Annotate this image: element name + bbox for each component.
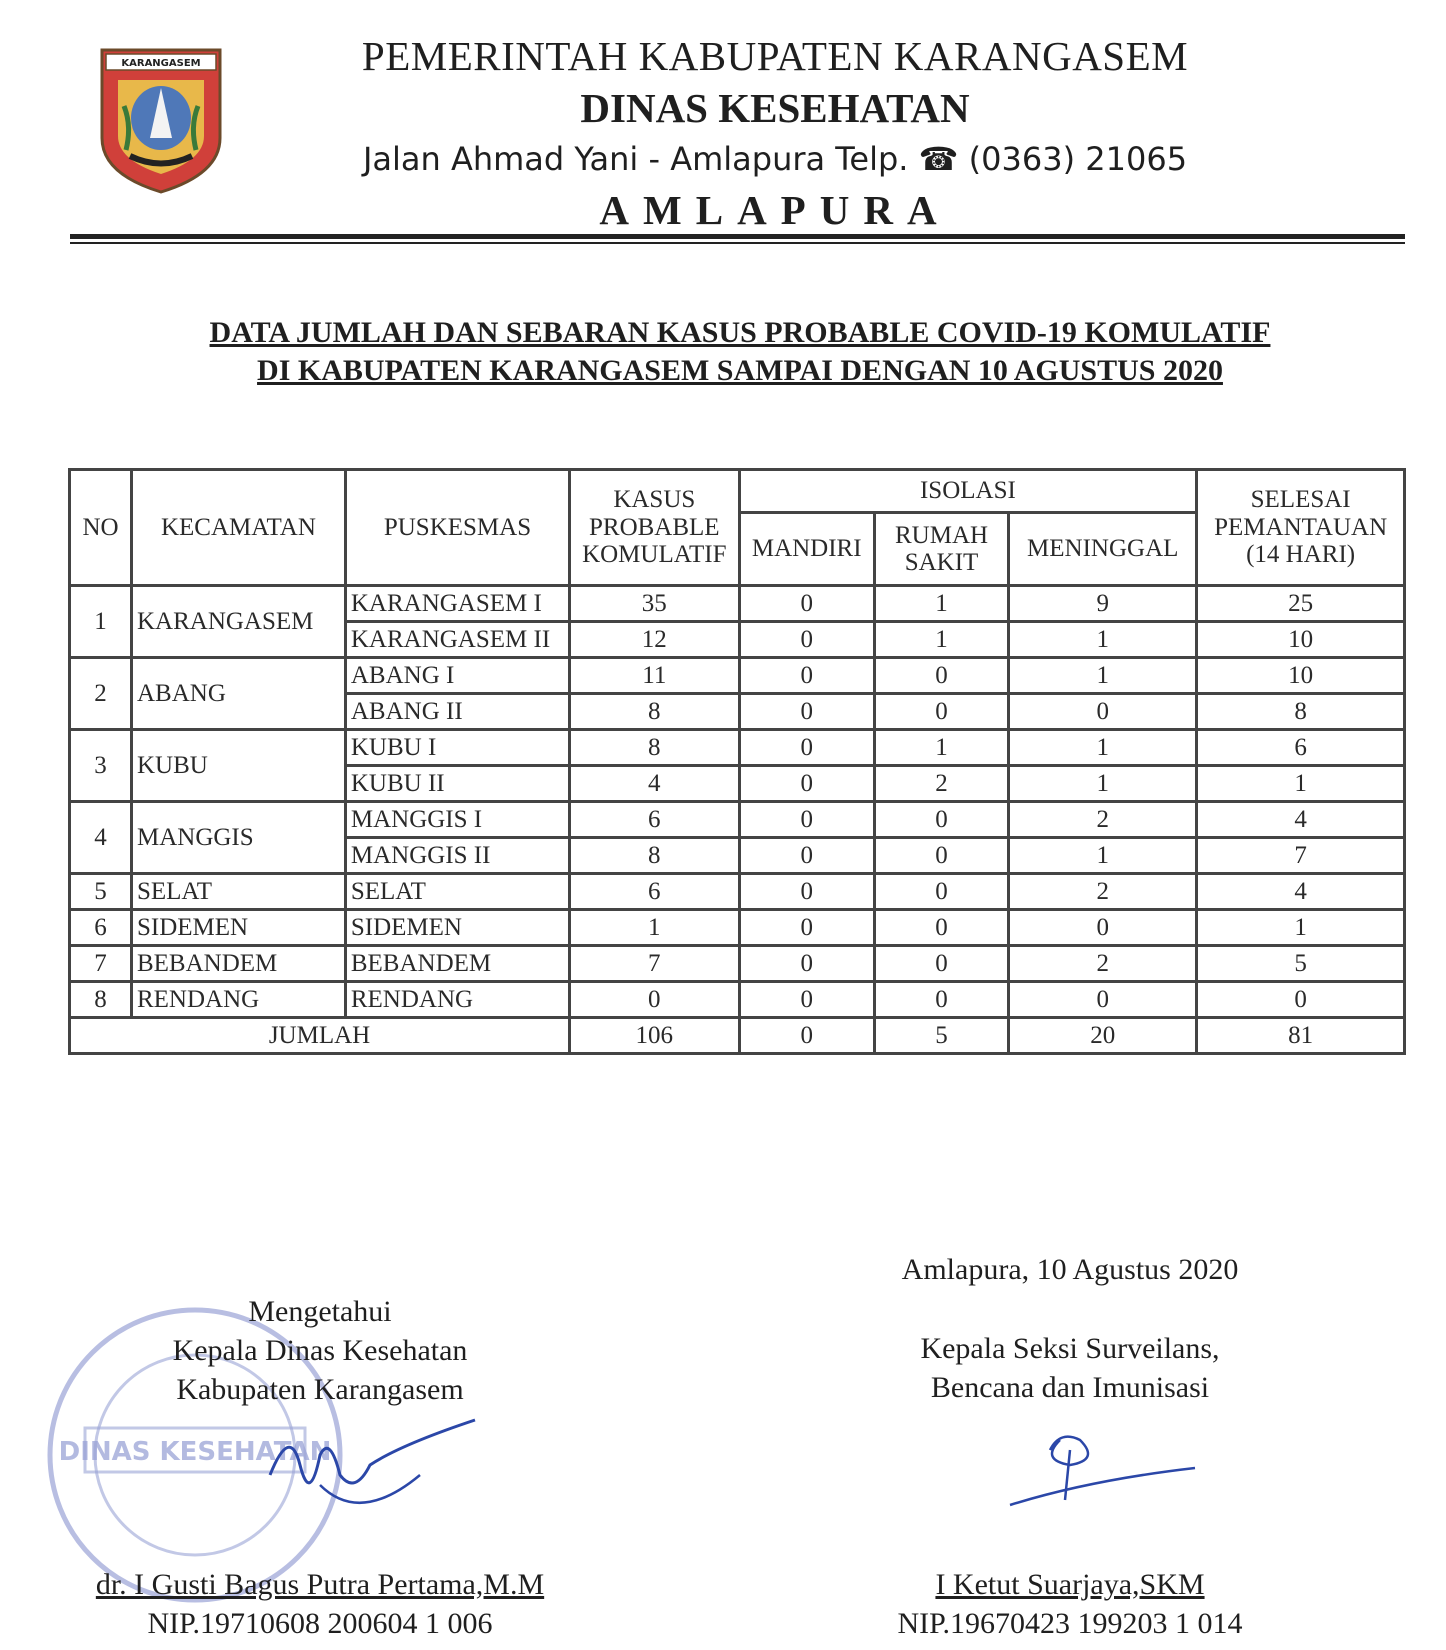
cell-no: 8 [70,982,132,1018]
cell-rumah-sakit: 0 [874,802,1008,838]
table-row [70,874,1405,910]
cell-rumah-sakit: 1 [874,586,1008,622]
government-name: PEMERINTAH KABUPATEN KARANGASEM [361,33,1189,79]
left-sig-nip: NIP.19710608 200604 1 006 [147,1607,493,1640]
total-selesai: 81 [1197,1018,1405,1054]
cell-mandiri: 0 [739,586,874,622]
cell-kasus: 12 [570,622,739,658]
table-row [70,946,1405,982]
cell-mandiri: 0 [739,730,874,766]
cell-kecamatan: SIDEMEN [131,910,345,946]
cell-puskesmas: KARANGASEM II [345,622,569,658]
cell-rumah-sakit: 2 [874,766,1008,802]
cell-puskesmas: KUBU II [345,766,569,802]
cell-selesai: 6 [1197,730,1405,766]
document-title-line2: DI KABUPATEN KARANGASEM SAMPAI DENGAN 10 AGUSTUS 2020 [257,354,1223,387]
cell-kecamatan: KUBU [131,730,345,802]
cell-selesai: 8 [1197,694,1405,730]
cell-meninggal: 9 [1009,586,1197,622]
cell-no: 1 [70,586,132,658]
left-sig-name: dr. I Gusti Bagus Putra Pertama,M.M [95,1568,545,1601]
cell-meninggal: 1 [1009,766,1197,802]
cell-rumah-sakit: 0 [874,658,1008,694]
total-meninggal: 20 [1009,1018,1197,1054]
cell-meninggal: 1 [1009,730,1197,766]
table-row [70,586,1405,622]
cell-rumah-sakit: 0 [874,874,1008,910]
table-row [70,730,1405,766]
cell-mandiri: 0 [739,766,874,802]
cell-mandiri: 0 [739,802,874,838]
cell-selesai: 0 [1197,982,1405,1018]
cell-no: 3 [70,730,132,802]
cell-rumah-sakit: 0 [874,694,1008,730]
cell-mandiri: 0 [739,982,874,1018]
cell-puskesmas: BEBANDEM [345,946,569,982]
table-row [70,658,1405,694]
cell-puskesmas: SIDEMEN [345,910,569,946]
right-sig-line2: Bencana dan Imunisasi [930,1371,1210,1404]
cell-kasus: 6 [570,802,739,838]
cell-rumah-sakit: 1 [874,730,1008,766]
header-puskesmas: PUSKESMAS [345,470,569,586]
cell-puskesmas: ABANG I [345,658,569,694]
cell-meninggal: 2 [1009,946,1197,982]
cell-kasus: 1 [570,910,739,946]
cell-kecamatan: ABANG [131,658,345,730]
cell-rumah-sakit: 0 [874,982,1008,1018]
table-row [70,802,1405,838]
cell-no: 6 [70,910,132,946]
cell-rumah-sakit: 0 [874,910,1008,946]
total-rumah-sakit: 5 [874,1018,1008,1054]
header-no: NO [70,470,132,586]
cell-mandiri: 0 [739,946,874,982]
cell-kasus: 4 [570,766,739,802]
cell-kasus: 11 [570,658,739,694]
total-row [70,1018,1405,1054]
cell-kasus: 8 [570,730,739,766]
cell-no: 4 [70,802,132,874]
cell-kecamatan: SELAT [131,874,345,910]
karangasem-logo-icon [98,46,224,196]
cell-puskesmas: RENDANG [345,982,569,1018]
header-selesai-pemantauan: SELESAI PEMANTAUAN (14 HARI) [1197,470,1405,586]
header-isolasi: ISOLASI [739,470,1197,513]
cell-kasus: 0 [570,982,739,1018]
cell-mandiri: 0 [739,622,874,658]
cell-selesai: 10 [1197,622,1405,658]
cell-puskesmas: SELAT [345,874,569,910]
table-body [70,586,1405,1018]
cell-no: 5 [70,874,132,910]
cell-puskesmas: KARANGASEM I [345,586,569,622]
cell-no: 7 [70,946,132,982]
covid-data-table [68,468,1406,1055]
cell-kasus: 8 [570,694,739,730]
cell-meninggal: 0 [1009,910,1197,946]
cell-kasus: 8 [570,838,739,874]
cell-kasus: 35 [570,586,739,622]
cell-selesai: 5 [1197,946,1405,982]
right-sig-nip: NIP.19670423 199203 1 014 [897,1607,1243,1640]
total-mandiri: 0 [739,1018,874,1054]
cell-rumah-sakit: 1 [874,622,1008,658]
header-kasus-probable: KASUS PROBABLE KOMULATIF [570,470,739,586]
cell-puskesmas: ABANG II [345,694,569,730]
cell-rumah-sakit: 0 [874,838,1008,874]
cell-kasus: 6 [570,874,739,910]
table-row [70,982,1405,1018]
cell-kecamatan: MANGGIS [131,802,345,874]
cell-meninggal: 0 [1009,982,1197,1018]
cell-kecamatan: BEBANDEM [131,946,345,982]
cell-selesai: 1 [1197,910,1405,946]
cell-meninggal: 1 [1009,622,1197,658]
left-sig-line2: Kepala Dinas Kesehatan [172,1334,468,1367]
cell-meninggal: 1 [1009,658,1197,694]
cell-selesai: 10 [1197,658,1405,694]
signature-left-icon [260,1415,480,1525]
cell-selesai: 1 [1197,766,1405,802]
office-address: Jalan Ahmad Yani - Amlapura Telp. ☎ (0363) 21065 [362,140,1188,178]
city-name: AMLAPURA [599,187,951,233]
cell-mandiri: 0 [739,910,874,946]
svg-text:DINAS KESEHATAN: DINAS KESEHATAN [58,1437,332,1467]
signature-right-icon [1000,1420,1200,1520]
svg-text:KARANGASEM: KARANGASEM [121,58,201,69]
department-name: DINAS KESEHATAN [580,85,970,131]
cell-mandiri: 0 [739,874,874,910]
cell-puskesmas: KUBU I [345,730,569,766]
left-sig-line1: Mengetahui [248,1295,392,1328]
cell-selesai: 4 [1197,802,1405,838]
cell-kecamatan: RENDANG [131,982,345,1018]
header-rule-thin [70,242,1405,244]
cell-mandiri: 0 [739,694,874,730]
header-mandiri: MANDIRI [739,513,874,586]
cell-selesai: 25 [1197,586,1405,622]
header-rumah-sakit: RUMAH SAKIT [874,513,1008,586]
cell-puskesmas: MANGGIS I [345,802,569,838]
cell-rumah-sakit: 0 [874,946,1008,982]
right-sig-name: I Ketut Suarjaya,SKM [935,1568,1205,1601]
cell-meninggal: 1 [1009,838,1197,874]
cell-kecamatan: KARANGASEM [131,586,345,658]
total-label: JUMLAH [70,1018,570,1054]
document-title-line1: DATA JUMLAH DAN SEBARAN KASUS PROBABLE COVID-19 KOMULATIF [209,316,1271,349]
header-meninggal: MENINGGAL [1009,513,1197,586]
cell-meninggal: 2 [1009,802,1197,838]
right-sig-place-date: Amlapura, 10 Agustus 2020 [901,1253,1239,1286]
cell-selesai: 7 [1197,838,1405,874]
cell-mandiri: 0 [739,838,874,874]
total-kasus: 106 [570,1018,739,1054]
cell-no: 2 [70,658,132,730]
cell-mandiri: 0 [739,658,874,694]
cell-meninggal: 2 [1009,874,1197,910]
cell-selesai: 4 [1197,874,1405,910]
right-sig-line1: Kepala Seksi Surveilans, [920,1332,1220,1365]
header-rule-thick [70,234,1405,239]
cell-puskesmas: MANGGIS II [345,838,569,874]
cell-kasus: 7 [570,946,739,982]
table-row [70,910,1405,946]
header-kecamatan: KECAMATAN [131,470,345,586]
left-sig-line3: Kabupaten Karangasem [176,1373,464,1406]
cell-meninggal: 0 [1009,694,1197,730]
